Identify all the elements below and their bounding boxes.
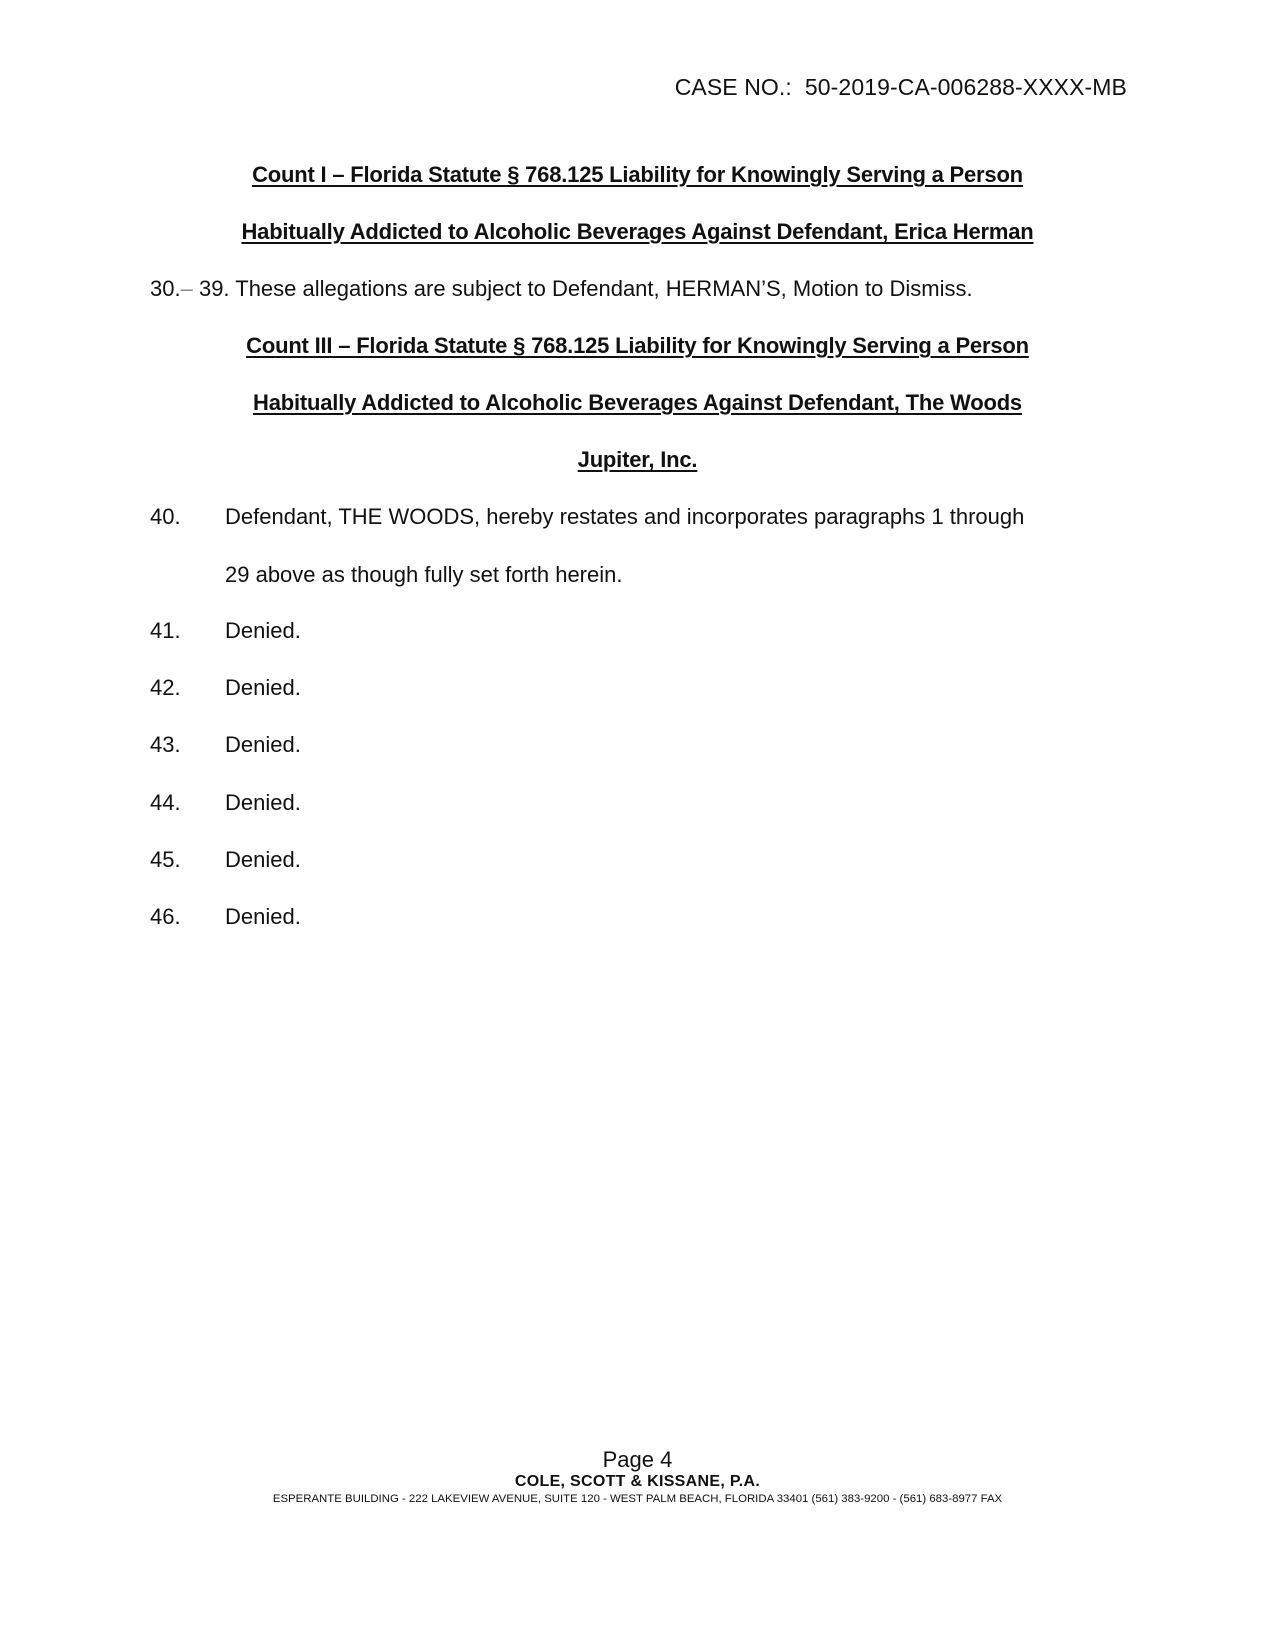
count-three-heading-line-3: Jupiter, Inc. (577, 447, 698, 472)
paragraph-number: 45. (150, 847, 181, 872)
count-one-heading-line-2: Habitually Addicted to Alcoholic Beverages Against Defendant, Erica Herman (241, 219, 1034, 244)
paragraph-text: Denied. (225, 847, 301, 872)
paragraph-45 (150, 847, 301, 873)
paragraph-number: 41. (150, 618, 181, 643)
firm-address: ESPERANTE BUILDING - 222 LAKEVIEW AVENUE, SUITE 120 - WEST PALM BEACH, FLORIDA 33401 (561) 383-9200 - (561) 683-8977 FAX (272, 1493, 1003, 1505)
paragraph-number: 44. (150, 790, 181, 815)
paragraph-text: Denied. (225, 732, 301, 757)
count-one-heading-line-1: Count I – Florida Statute § 768.125 Liability for Knowingly Serving a Person (252, 162, 1023, 187)
paragraph-text: Denied. (225, 675, 301, 700)
paragraph-40 (150, 504, 1024, 530)
range-dash: – (180, 276, 193, 301)
range-text: 39. These allegations are subject to Defendant, HERMAN’S, Motion to Dismiss. (192, 276, 973, 301)
page-number: Page 4 (602, 1447, 673, 1472)
count-three-heading-line-2: Habitually Addicted to Alcoholic Beverages Against Defendant, The Woods (253, 390, 1022, 415)
count-three-heading-line-1: Count III – Florida Statute § 768.125 Liability for Knowingly Serving a Person (246, 333, 1029, 358)
paragraph-text: Defendant, THE WOODS, hereby restates and incorporates paragraphs 1 through (225, 504, 1025, 529)
paragraphs-30-39 (150, 276, 973, 302)
paragraph-number: 43. (150, 732, 181, 757)
paragraph-text: Denied. (225, 790, 301, 815)
range-start: 30. (150, 276, 181, 301)
paragraph-number: 40. (150, 504, 181, 529)
paragraph-46 (150, 904, 301, 930)
paragraph-42 (150, 675, 301, 701)
paragraph-41 (150, 618, 301, 644)
paragraph-44 (150, 790, 301, 816)
paragraph-number: 42. (150, 675, 181, 700)
paragraph-text: Denied. (225, 618, 301, 643)
paragraph-number: 46. (150, 904, 181, 929)
case-number: CASE NO.: 50-2019-CA-006288-XXXX-MB (674, 74, 1127, 100)
paragraph-40-continuation: 29 above as though fully set forth herein. (225, 562, 623, 587)
paragraph-text: Denied. (225, 904, 301, 929)
paragraph-43 (150, 732, 301, 758)
firm-name: COLE, SCOTT & KISSANE, P.A. (514, 1473, 761, 1490)
